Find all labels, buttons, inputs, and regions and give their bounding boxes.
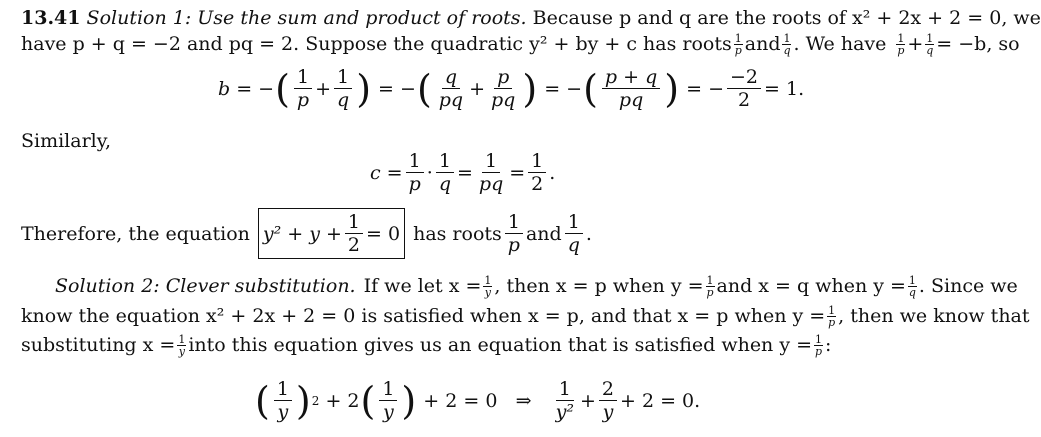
c-frac-2: $\frac{1}{q}$ xyxy=(436,150,454,195)
b-equation: b = − ( $\frac{1}{p}$ + $\frac{1}{q}$ ) = − ( $\frac{q}{pq}$ + $\frac{p}{pq}$ ) = − ( $\frac{p + q}{pq}$ ) = − $\frac{-2}{2}$ = 1. xyxy=(218,66,805,111)
solution2-line3: substituting x = $\frac{1}{y}$ into this equation gives us an equation that is satisfied when y = $\frac{1}{p}$ : xyxy=(21,332,832,358)
therefore-text-c: and xyxy=(525,222,562,245)
b-eq-lhs: b = − xyxy=(218,77,275,100)
small-fraction-1-q: $\frac{1}{q}$ xyxy=(783,31,791,57)
b-frac-4: $\frac{p}{pq}$ xyxy=(491,66,516,111)
b-frac-6: $\frac{-2}{2}$ xyxy=(727,66,761,111)
therefore-line: Therefore, the equation y² + y + $\frac{1}{2}$ = 0 has roots $\frac{1}{p}$ and $\frac{1}{q}$ . xyxy=(21,208,592,259)
c-equation: c = $\frac{1}{p}$ · $\frac{1}{q}$ = $\frac{1}{pq}$ = $\frac{1}{2}$ . xyxy=(370,150,556,195)
b-frac-5: $\frac{p + q}{pq}$ xyxy=(602,66,660,111)
solution1-line1 xyxy=(21,6,1041,30)
boxed-equation: y² + y + $\frac{1}{2}$ = 0 xyxy=(258,208,405,259)
therefore-text-b: has roots xyxy=(413,222,502,245)
substitution-equation: ( $\frac{1}{y}$ ) 2 + 2 ( $\frac{1}{y}$ ) + 2 = 0 ⇒ $\frac{1}{\text{y²}}$ + $\frac{2}{y}$ + 2 = 0. xyxy=(255,378,701,423)
problem-number: 13.41 xyxy=(21,7,81,29)
solution1-heading: Solution 1: Use the sum and product of roots. xyxy=(86,7,527,29)
c-frac-1: $\frac{1}{p}$ xyxy=(406,150,424,195)
solution2-line1: Solution 2: Clever substitution. If we let x = $\frac{1}{y}$ , then x = p when y = $\frac{1}{p}$ and x = q when y = $\frac{1}{q}$ . Since we xyxy=(55,273,1018,299)
solution1-text2c: . We have xyxy=(793,33,887,55)
c-frac-3: $\frac{1}{pq}$ xyxy=(478,150,504,195)
solution1-text2d: = −b, so xyxy=(936,33,1020,55)
solution2-line2: know the equation x² + 2x + 2 = 0 is satisfied when x = p, and that x = p when y = $\frac{1}{p}$ , then we know that xyxy=(21,303,1030,329)
solution2-heading: Solution 2: Clever substitution. xyxy=(55,275,356,297)
b-frac-3: $\frac{q}{pq}$ xyxy=(438,66,464,111)
solution1-text2a: have p + q = −2 and pq = 2. Suppose the quadratic y² + by + c has roots xyxy=(21,33,732,55)
solution1-text2b: and xyxy=(744,33,781,55)
root-frac-q: $\frac{1}{q}$ xyxy=(565,211,583,256)
root-frac-p: $\frac{1}{p}$ xyxy=(505,211,523,256)
solution1-text1: Because p and q are the roots of x² + 2x + 2 = 0, we xyxy=(532,7,1041,29)
small-fraction-1-q-b: $\frac{1}{q}$ xyxy=(926,31,934,57)
b-frac-1: $\frac{1}{p}$ xyxy=(294,66,312,111)
c-frac-4: $\frac{1}{2}$ xyxy=(528,150,546,195)
b-frac-2: $\frac{1}{q}$ xyxy=(334,66,352,111)
similarly-text: Similarly, xyxy=(21,130,111,152)
therefore-text-a: Therefore, the equation xyxy=(21,222,250,245)
c-eq-lhs: c = xyxy=(370,161,403,184)
small-fraction-1-p: $\frac{1}{p}$ xyxy=(734,31,742,57)
small-fraction-1-p-b: $\frac{1}{p}$ xyxy=(897,31,905,57)
b-eq-result: = 1. xyxy=(764,77,805,100)
solution1-line2: have p + q = −2 and pq = 2. Suppose the quadratic y² + by + c has roots $\frac{1}{p}$ and $\frac{1}{q}$ . We have $\frac{1}{p}$ + $\frac{1}{q}$ = −b, so xyxy=(21,31,1020,57)
